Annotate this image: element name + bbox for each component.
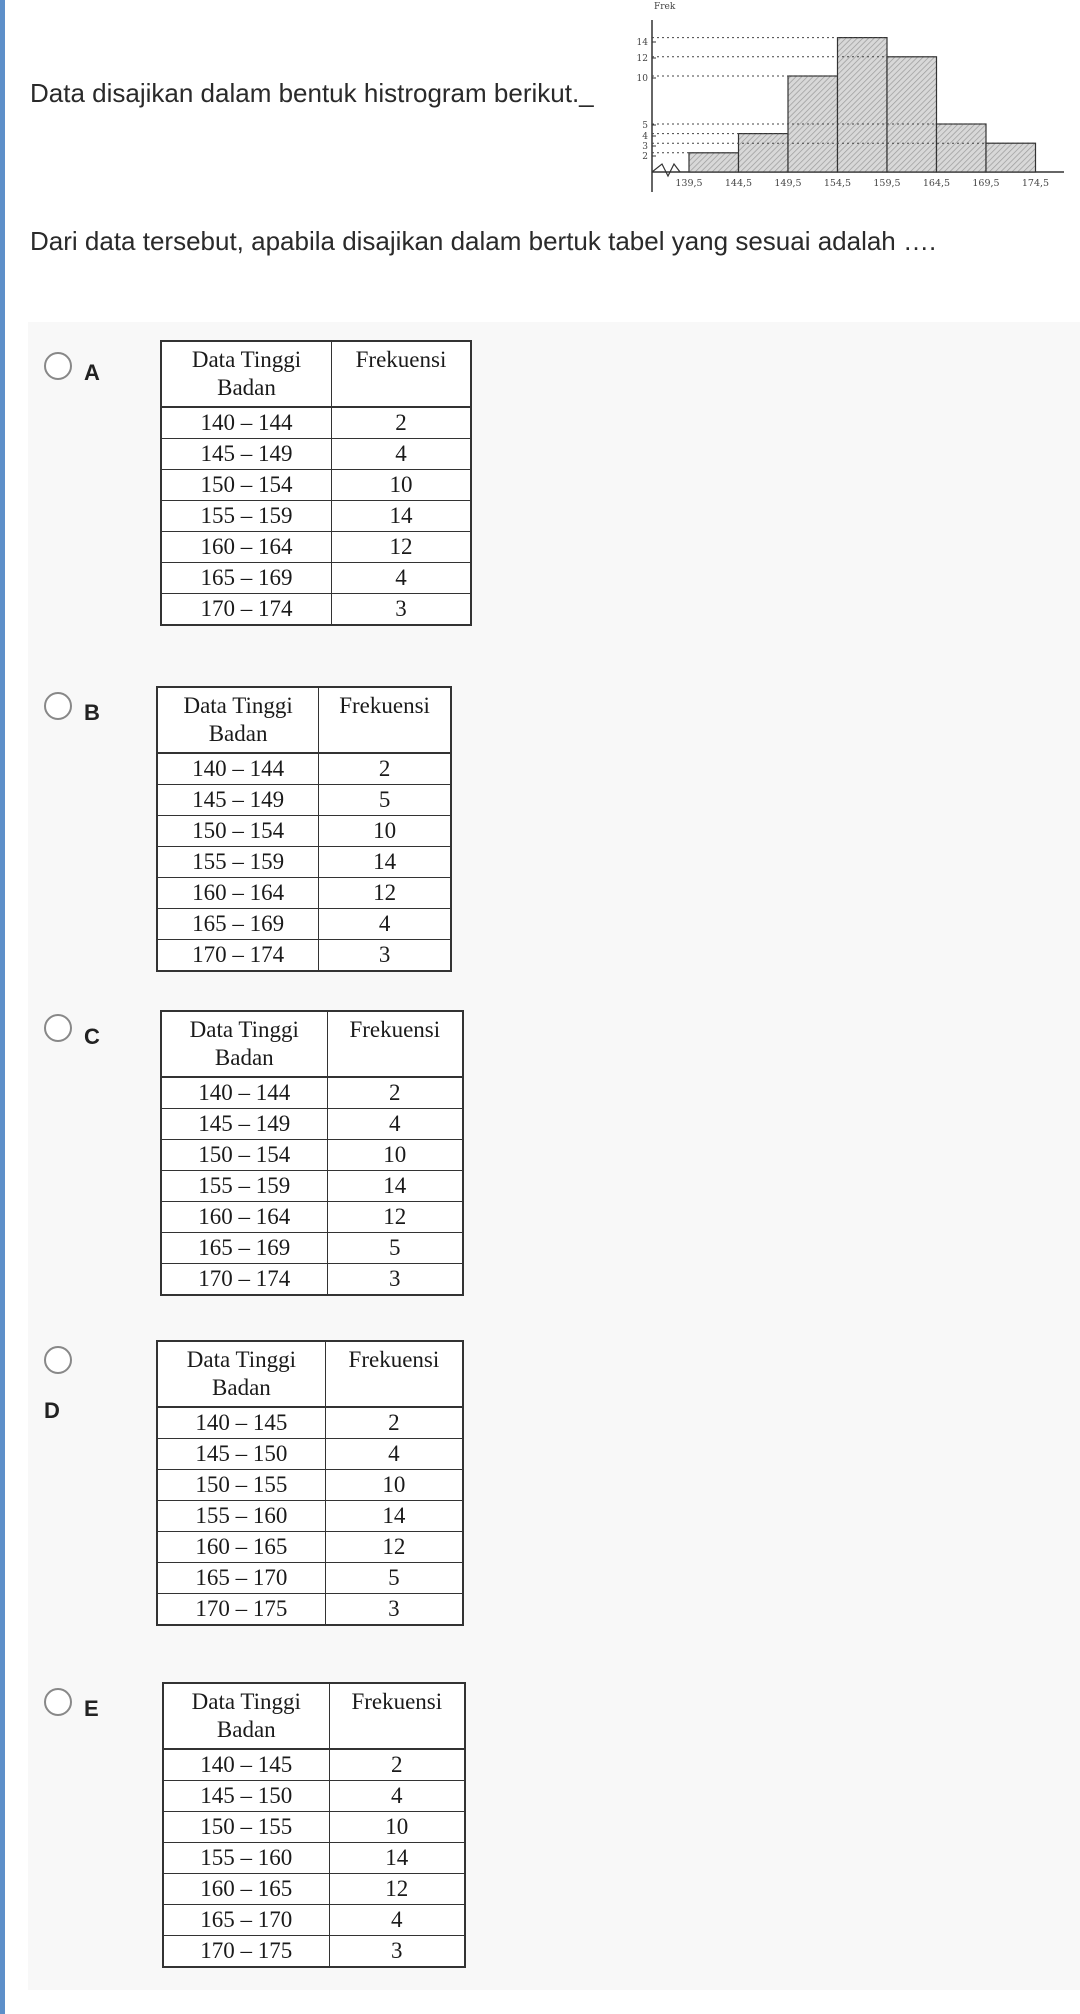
- column-header-height: Data Tinggi Badan: [157, 1341, 325, 1407]
- question-text-intro: Data disajikan dalam bentuk histrogram berikut._: [30, 78, 594, 108]
- table-row: [157, 816, 451, 847]
- frequency-cell: 12: [329, 1874, 465, 1905]
- frequency-cell: 4: [329, 1781, 465, 1812]
- table-row: [161, 1109, 463, 1140]
- table-row: [161, 1171, 463, 1202]
- column-header-frequency: Frekuensi: [325, 1341, 463, 1407]
- class-interval-cell: 160 – 164: [161, 1202, 327, 1233]
- column-header-height: Data Tinggi Badan: [157, 687, 319, 753]
- table-row: [157, 909, 451, 940]
- frequency-cell: 2: [327, 1077, 463, 1109]
- table-row: [161, 532, 471, 563]
- column-header-height: Data Tinggi Badan: [161, 1011, 327, 1077]
- table-row: [163, 1843, 465, 1874]
- class-interval-cell: 150 – 154: [161, 1140, 327, 1171]
- table-row: [161, 1264, 463, 1296]
- table-row: [161, 439, 471, 470]
- table-row: [157, 1439, 463, 1470]
- column-header-frequency: Frekuensi: [319, 687, 451, 753]
- column-header-frequency: Frekuensi: [332, 341, 472, 407]
- class-interval-cell: 145 – 149: [161, 1109, 327, 1140]
- column-header-height: Data Tinggi Badan: [161, 341, 332, 407]
- frequency-cell: 5: [319, 785, 451, 816]
- class-interval-cell: 165 – 169: [157, 909, 319, 940]
- column-header-frequency: Frekuensi: [329, 1683, 465, 1749]
- table-row: [161, 1077, 463, 1109]
- class-interval-cell: 140 – 144: [161, 407, 332, 439]
- table-row: [161, 1140, 463, 1171]
- histogram-y-tick-label: 5: [642, 121, 648, 131]
- table-row: [161, 501, 471, 532]
- frequency-cell: 4: [332, 439, 472, 470]
- class-interval-cell: 150 – 155: [157, 1470, 325, 1501]
- frequency-cell: 2: [325, 1407, 463, 1439]
- class-interval-cell: 140 – 144: [161, 1077, 327, 1109]
- table-row: [157, 940, 451, 972]
- question-text-prompt: Dari data tersebut, apabila disajikan dalam bertuk tabel yang sesuai adalah ….: [30, 226, 937, 256]
- frequency-cell: 4: [332, 563, 472, 594]
- frequency-cell: 4: [319, 909, 451, 940]
- table-row: [157, 1594, 463, 1626]
- histogram-y-tick-label: 10: [636, 74, 648, 84]
- table-row: [157, 753, 451, 785]
- class-interval-cell: 140 – 145: [157, 1407, 325, 1439]
- histogram-x-tick-label: 139,5: [675, 178, 703, 189]
- frequency-cell: 12: [327, 1202, 463, 1233]
- histogram-x-tick-label: 149,5: [774, 178, 802, 189]
- table-row: [157, 1532, 463, 1563]
- frequency-cell: 14: [329, 1843, 465, 1874]
- class-interval-cell: 155 – 160: [163, 1843, 329, 1874]
- class-interval-cell: 160 – 164: [157, 878, 319, 909]
- frequency-cell: 10: [325, 1470, 463, 1501]
- class-interval-cell: 150 – 154: [157, 816, 319, 847]
- frequency-table: [156, 1340, 464, 1626]
- class-interval-cell: 160 – 165: [163, 1874, 329, 1905]
- table-row: [161, 1233, 463, 1264]
- frequency-cell: 10: [327, 1140, 463, 1171]
- class-interval-cell: 170 – 174: [161, 1264, 327, 1296]
- frequency-cell: 14: [332, 501, 472, 532]
- table-row: [163, 1781, 465, 1812]
- histogram-bar: [739, 134, 789, 172]
- frequency-cell: 12: [319, 878, 451, 909]
- table-row: [163, 1812, 465, 1843]
- histogram-x-tick-label: 164,5: [922, 178, 951, 189]
- class-interval-cell: 165 – 169: [161, 563, 332, 594]
- frequency-cell: 5: [325, 1563, 463, 1594]
- frequency-cell: 14: [319, 847, 451, 878]
- class-interval-cell: 140 – 145: [163, 1749, 329, 1781]
- class-interval-cell: 160 – 165: [157, 1532, 325, 1563]
- histogram-x-tick-label: 169,5: [972, 178, 1000, 189]
- class-interval-cell: 170 – 174: [157, 940, 319, 972]
- class-interval-cell: 145 – 149: [157, 785, 319, 816]
- table-row: [157, 847, 451, 878]
- class-interval-cell: 155 – 159: [161, 501, 332, 532]
- histogram-bar: [986, 143, 1036, 172]
- class-interval-cell: 155 – 160: [157, 1501, 325, 1532]
- frequency-cell: 2: [319, 753, 451, 785]
- radio-button-c[interactable]: [44, 1014, 72, 1042]
- histogram-bar: [937, 124, 987, 172]
- histogram-x-tick-label: 174,5: [1021, 178, 1050, 189]
- frequency-cell: 3: [329, 1936, 465, 1968]
- radio-button-b[interactable]: [44, 692, 72, 720]
- frequency-cell: 3: [332, 594, 472, 626]
- class-interval-cell: 165 – 169: [161, 1233, 327, 1264]
- class-interval-cell: 160 – 164: [161, 532, 332, 563]
- frequency-cell: 12: [325, 1532, 463, 1563]
- frequency-cell: 5: [327, 1233, 463, 1264]
- frequency-cell: 2: [329, 1749, 465, 1781]
- table-row: [161, 470, 471, 501]
- table-row: [161, 563, 471, 594]
- frequency-cell: 10: [332, 470, 472, 501]
- frequency-table: [162, 1682, 466, 1968]
- column-header-height: Data Tinggi Badan: [163, 1683, 329, 1749]
- table-row: [161, 1202, 463, 1233]
- table-row: [163, 1874, 465, 1905]
- frequency-cell: 14: [325, 1501, 463, 1532]
- histogram-x-tick-label: 144,5: [724, 178, 753, 189]
- frequency-cell: 4: [329, 1905, 465, 1936]
- column-header-frequency: Frekuensi: [327, 1011, 463, 1077]
- radio-button-a[interactable]: [44, 352, 72, 380]
- table-row: [157, 878, 451, 909]
- frequency-cell: 3: [319, 940, 451, 972]
- frequency-cell: 10: [319, 816, 451, 847]
- frequency-cell: 3: [325, 1594, 463, 1626]
- histogram-bar: [838, 38, 888, 172]
- table-row: [161, 407, 471, 439]
- radio-button-e[interactable]: [44, 1688, 72, 1716]
- class-interval-cell: 155 – 159: [157, 847, 319, 878]
- option-letter: B: [84, 700, 100, 725]
- histogram-y-tick-label: 3: [642, 142, 648, 152]
- option-letter: A: [84, 360, 100, 385]
- histogram-chart: [612, 0, 1068, 200]
- option-letter: E: [84, 1696, 99, 1721]
- frequency-table: [156, 686, 452, 972]
- class-interval-cell: 150 – 154: [161, 470, 332, 501]
- frequency-cell: 14: [327, 1171, 463, 1202]
- table-row: [157, 1563, 463, 1594]
- table-row: [161, 594, 471, 626]
- class-interval-cell: 140 – 144: [157, 753, 319, 785]
- histogram-y-tick-label: 2: [642, 152, 648, 162]
- frequency-cell: 3: [327, 1264, 463, 1296]
- table-row: [157, 1407, 463, 1439]
- histogram-y-tick-label: 4: [642, 132, 648, 142]
- left-accent-rule: [0, 0, 5, 2014]
- class-interval-cell: 155 – 159: [161, 1171, 327, 1202]
- option-letter: C: [84, 1024, 100, 1049]
- axis-break-mark: [652, 164, 680, 176]
- class-interval-cell: 145 – 149: [161, 439, 332, 470]
- histogram-x-tick-label: 154,5: [823, 178, 852, 189]
- class-interval-cell: 145 – 150: [163, 1781, 329, 1812]
- class-interval-cell: 165 – 170: [157, 1563, 325, 1594]
- table-row: [163, 1936, 465, 1968]
- table-row: [157, 1470, 463, 1501]
- histogram-bar: [689, 153, 739, 172]
- class-interval-cell: 170 – 175: [157, 1594, 325, 1626]
- class-interval-cell: 145 – 150: [157, 1439, 325, 1470]
- frequency-table: [160, 340, 472, 626]
- histogram-x-tick-label: 159,5: [873, 178, 901, 189]
- table-row: [163, 1905, 465, 1936]
- frequency-cell: 4: [325, 1439, 463, 1470]
- class-interval-cell: 170 – 174: [161, 594, 332, 626]
- frequency-table: [160, 1010, 464, 1296]
- histogram-figure: [612, 0, 1068, 200]
- histogram-y-tick-label: 14: [636, 38, 648, 48]
- table-row: [163, 1749, 465, 1781]
- table-row: [157, 1501, 463, 1532]
- radio-button-d[interactable]: [44, 1346, 72, 1374]
- frequency-cell: 2: [332, 407, 472, 439]
- class-interval-cell: 150 – 155: [163, 1812, 329, 1843]
- frequency-cell: 10: [329, 1812, 465, 1843]
- table-row: [157, 785, 451, 816]
- histogram-bar: [887, 57, 937, 172]
- class-interval-cell: 170 – 175: [163, 1936, 329, 1968]
- frequency-cell: 12: [332, 532, 472, 563]
- histogram-y-tick-label: 12: [636, 54, 648, 64]
- option-letter: D: [44, 1398, 60, 1423]
- class-interval-cell: 165 – 170: [163, 1905, 329, 1936]
- histogram-y-label: Frek: [654, 2, 676, 12]
- frequency-cell: 4: [327, 1109, 463, 1140]
